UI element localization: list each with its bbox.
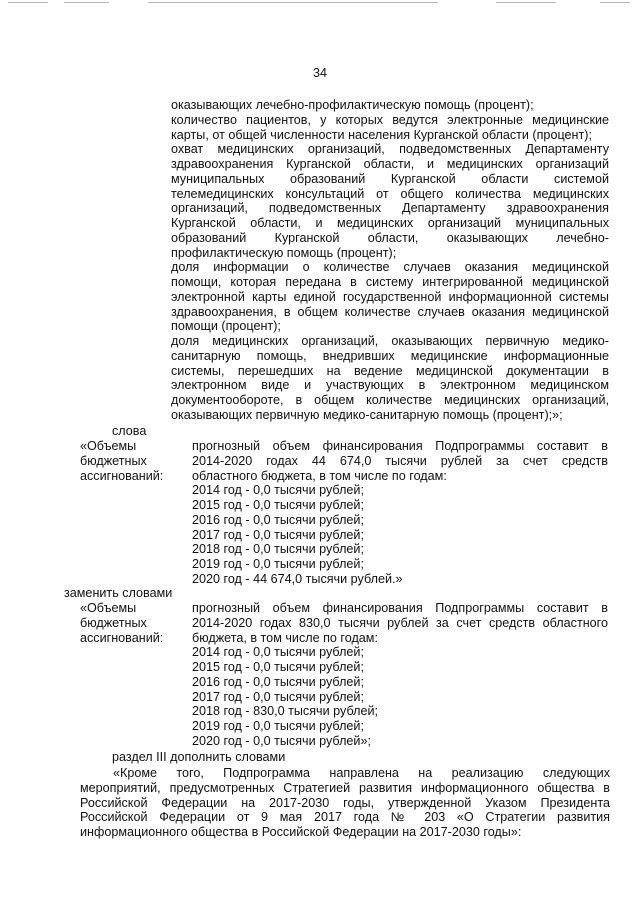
text-line: количество пациентов, у которых ведутся электронные медицинские (171, 112, 609, 127)
text-line: системы, перешедших на ведение медицинской документации в (171, 363, 609, 378)
text-line: электронном виде и участвующих в электронном медицинском (171, 378, 609, 393)
text-line: профилактическую помощь (процент); (171, 245, 397, 260)
year-row: 2015 год - 0,0 тысячи рублей; (192, 660, 364, 674)
text-line: муниципальных образований Курганской области системой (171, 171, 609, 186)
text-line: мероприятий, предусмотренных Стратегией развития информационного общества в (80, 780, 610, 795)
year-row: 2017 год - 0,0 тысячи рублей; (192, 689, 364, 704)
label-line: бюджетных (80, 615, 147, 630)
year-row: 2020 год - 44 674,0 тысячи рублей.» (192, 571, 403, 586)
text-line: Курганской области, и медицинских организаций муниципальных (171, 216, 609, 230)
section-add-label: раздел III дополнить словами (112, 750, 286, 764)
label-line: ассигнований: (80, 630, 164, 645)
indicator-item (171, 260, 609, 334)
text-line: доля информации о количестве случаев оказания медицинской (171, 260, 609, 275)
text-line: «Кроме того, Подпрограмма направлена на реализацию следующих (113, 766, 610, 780)
indicator-item (171, 113, 609, 143)
year-row: 2017 год - 0,0 тысячи рублей; (192, 527, 364, 542)
text-line: здравоохранения Курганской области, и медицинских организаций (171, 157, 609, 171)
text-line: электронной карты единой государственной информационной системы (171, 289, 609, 304)
year-row: 2015 год - 0,0 тысячи рублей; (192, 498, 364, 512)
label-line: «Объемы (80, 601, 137, 615)
text-line: организаций, подведомственных Департаменту здравоохранения (171, 201, 609, 216)
year-row: 2016 год - 0,0 тысячи рублей; (192, 674, 364, 689)
indicator-list (171, 98, 609, 423)
year-row: 2019 год - 0,0 тысячи рублей; (192, 557, 364, 571)
words-label: слова (112, 424, 147, 438)
text-line: охват медицинских организаций, подведомственных Департаменту (171, 142, 609, 157)
text-line: бюджета, в том числе по годам: (192, 630, 378, 645)
scan-artifact-line (148, 2, 438, 3)
label-line: ассигнований: (80, 468, 164, 483)
text-line: карты, от общей численности населения Курганской области (процент); (171, 127, 592, 142)
text-line: информационного общества в Российской Федерации на 2017-2030 годы»: (80, 825, 522, 839)
scan-artifact-line (64, 2, 109, 3)
year-row: 2018 год - 0,0 тысячи рублей; (192, 542, 364, 557)
text-line: Российской Федерации от 9 мая 2017 года № 203 «О Стратегии развития (80, 810, 610, 825)
text-line: оказывающих первичную медико-санитарную помощь (процент);»; (171, 407, 563, 422)
text-line: помощи (процент); (171, 319, 281, 334)
indicator-item (171, 334, 609, 423)
text-line: доля медицинских организаций, оказывающих первичную медико- (171, 334, 609, 348)
text-line: прогнозный объем финансирования Подпрограммы составит в (192, 439, 608, 453)
year-row: 2018 год - 830,0 тысячи рублей; (192, 704, 378, 719)
text-line: образований Курганской области, оказывающих лечебно- (171, 230, 609, 245)
text-line: документообороте, в общем количестве медицинских организаций, (171, 393, 609, 407)
indicator-item (171, 142, 609, 260)
text-line: 2014-2020 годах 830,0 тысячи рублей за счет средств областного (192, 615, 608, 630)
text-line: прогнозный объем финансирования Подпрограммы составит в (192, 601, 608, 615)
replace-label: заменить словами (64, 586, 173, 600)
old-budget-value (192, 439, 608, 587)
text-line: санитарную помощь, внедривших медицинские информационные (171, 348, 609, 363)
scan-artifact-line (8, 2, 48, 3)
text-line: оказывающих лечебно-профилактическую помощь (процент); (171, 98, 534, 112)
text-line: Российской Федерации на 2017-2030 годы, утвержденной Указом Президента (80, 795, 610, 810)
year-row: 2014 год - 0,0 тысячи рублей; (192, 483, 364, 498)
text-line: областного бюджета, в том числе по годам: (192, 468, 447, 483)
new-budget-label (80, 601, 180, 645)
year-row: 2016 год - 0,0 тысячи рублей; (192, 512, 364, 527)
final-paragraph (80, 766, 610, 840)
indicator-item (171, 98, 609, 113)
new-budget-value (192, 601, 608, 749)
text-line: телемедицинских консультаций от общего количества медицинских (171, 186, 609, 201)
scan-artifact-line (600, 2, 630, 3)
year-row: 2014 год - 0,0 тысячи рублей; (192, 645, 364, 660)
scan-artifact-line (496, 2, 556, 3)
old-budget-label (80, 439, 180, 483)
year-row: 2020 год - 0,0 тысячи рублей»; (192, 733, 371, 748)
text-line: помощи, которая передана в систему интегрированной медицинской (171, 275, 609, 289)
label-line: бюджетных (80, 453, 147, 468)
page-number: 34 (312, 66, 327, 80)
label-line: «Объемы (80, 439, 137, 453)
year-row: 2019 год - 0,0 тысячи рублей; (192, 719, 364, 733)
text-line: 2014-2020 годах 44 674,0 тысячи рублей за счет средств (192, 453, 608, 468)
text-line: здравоохранения, в общем количестве случаев оказания медицинской (171, 304, 609, 319)
